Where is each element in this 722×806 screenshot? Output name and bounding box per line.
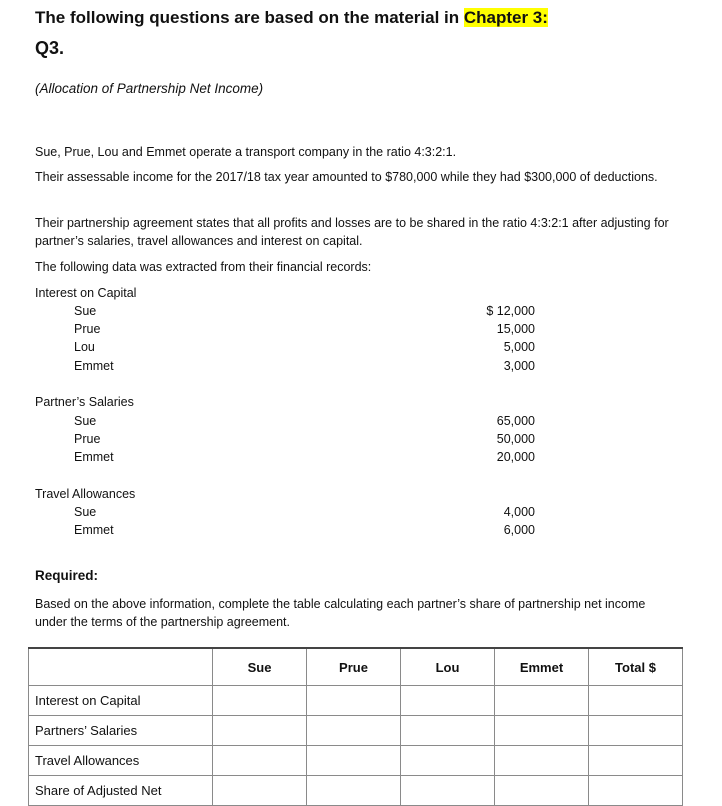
section-salaries-heading: Partner’s Salaries <box>35 395 134 409</box>
interest-amount-lou: 5,000 <box>503 340 535 354</box>
interest-name-prue: Prue <box>74 322 101 336</box>
salary-amount-sue: 65,000 <box>496 414 535 428</box>
salary-amount-emmet: 20,000 <box>496 450 535 464</box>
travel-amount-emmet: 6,000 <box>503 523 535 537</box>
header-cell-sue: Sue <box>213 648 307 686</box>
table-cell[interactable] <box>401 776 495 806</box>
section-interest-heading: Interest on Capital <box>35 286 137 300</box>
question-number: Q3. <box>35 38 65 58</box>
header-cell-lou: Lou <box>401 648 495 686</box>
row-label-interest: Interest on Capital <box>29 686 213 716</box>
required-text: Based on the above information, complete the table calculating each partner’s share of partnership net income under the terms of the partnership agreement. <box>35 597 646 629</box>
table-row <box>29 686 683 716</box>
table-cell[interactable] <box>495 746 589 776</box>
table-cell[interactable] <box>307 716 401 746</box>
allocation-table <box>28 647 683 806</box>
table-cell[interactable] <box>213 776 307 806</box>
table-row <box>29 716 683 746</box>
table-cell[interactable] <box>213 716 307 746</box>
table-cell[interactable] <box>495 776 589 806</box>
paragraph-income: Their assessable income for the 2017/18 tax year amounted to $780,000 while they had $300,000 of deductions. <box>35 170 658 184</box>
interest-name-lou: Lou <box>74 340 95 354</box>
header-cell-total: Total $ <box>589 648 683 686</box>
question-subtitle: (Allocation of Partnership Net Income) <box>35 81 264 96</box>
title-text: The following questions are based on the material in <box>35 8 464 27</box>
table-cell[interactable] <box>401 716 495 746</box>
paragraph-data-intro: The following data was extracted from their financial records: <box>35 260 372 274</box>
row-label-share: Share of Adjusted Net <box>29 776 213 806</box>
table-cell[interactable] <box>307 746 401 776</box>
required-heading: Required: <box>35 568 99 583</box>
chapter-highlight: Chapter 3: <box>463 8 548 27</box>
interest-name-sue: Sue <box>74 304 97 318</box>
table-cell[interactable] <box>213 746 307 776</box>
row-label-travel: Travel Allowances <box>29 746 213 776</box>
table-cell[interactable] <box>495 686 589 716</box>
table-cell[interactable] <box>401 746 495 776</box>
section-travel-heading: Travel Allowances <box>35 487 136 501</box>
table-row <box>29 776 683 806</box>
interest-amount-prue: 15,000 <box>496 322 535 336</box>
table-cell[interactable] <box>307 776 401 806</box>
interest-name-emmet: Emmet <box>74 359 114 373</box>
interest-amount-emmet: 3,000 <box>503 359 535 373</box>
table-cell[interactable] <box>495 716 589 746</box>
salary-name-sue: Sue <box>74 414 97 428</box>
travel-amount-sue: 4,000 <box>503 505 535 519</box>
table-row <box>29 746 683 776</box>
row-label-salaries: Partners’ Salaries <box>29 716 213 746</box>
header-cell-prue: Prue <box>307 648 401 686</box>
table-cell[interactable] <box>213 686 307 716</box>
table-header-row <box>29 648 683 686</box>
salary-name-prue: Prue <box>74 432 101 446</box>
paragraph-ratio: Sue, Prue, Lou and Emmet operate a transport company in the ratio 4:3:2:1. <box>35 145 457 159</box>
header-cell-emmet: Emmet <box>495 648 589 686</box>
page-title <box>35 8 548 28</box>
table-cell[interactable] <box>589 686 683 716</box>
table-cell[interactable] <box>589 716 683 746</box>
paragraph-agreement: Their partnership agreement states that all profits and losses are to be shared in the ratio 4:3:2:1 after adjusting for partner’s salaries, travel allowances and interest on capital. <box>35 216 669 248</box>
salary-name-emmet: Emmet <box>74 450 114 464</box>
header-cell-blank <box>29 648 213 686</box>
travel-name-emmet: Emmet <box>74 523 114 537</box>
table-cell[interactable] <box>401 686 495 716</box>
table-cell[interactable] <box>307 686 401 716</box>
table-cell[interactable] <box>589 746 683 776</box>
travel-name-sue: Sue <box>74 505 97 519</box>
interest-amount-sue: $ 12,000 <box>486 304 535 318</box>
salary-amount-prue: 50,000 <box>496 432 535 446</box>
table-cell[interactable] <box>589 776 683 806</box>
